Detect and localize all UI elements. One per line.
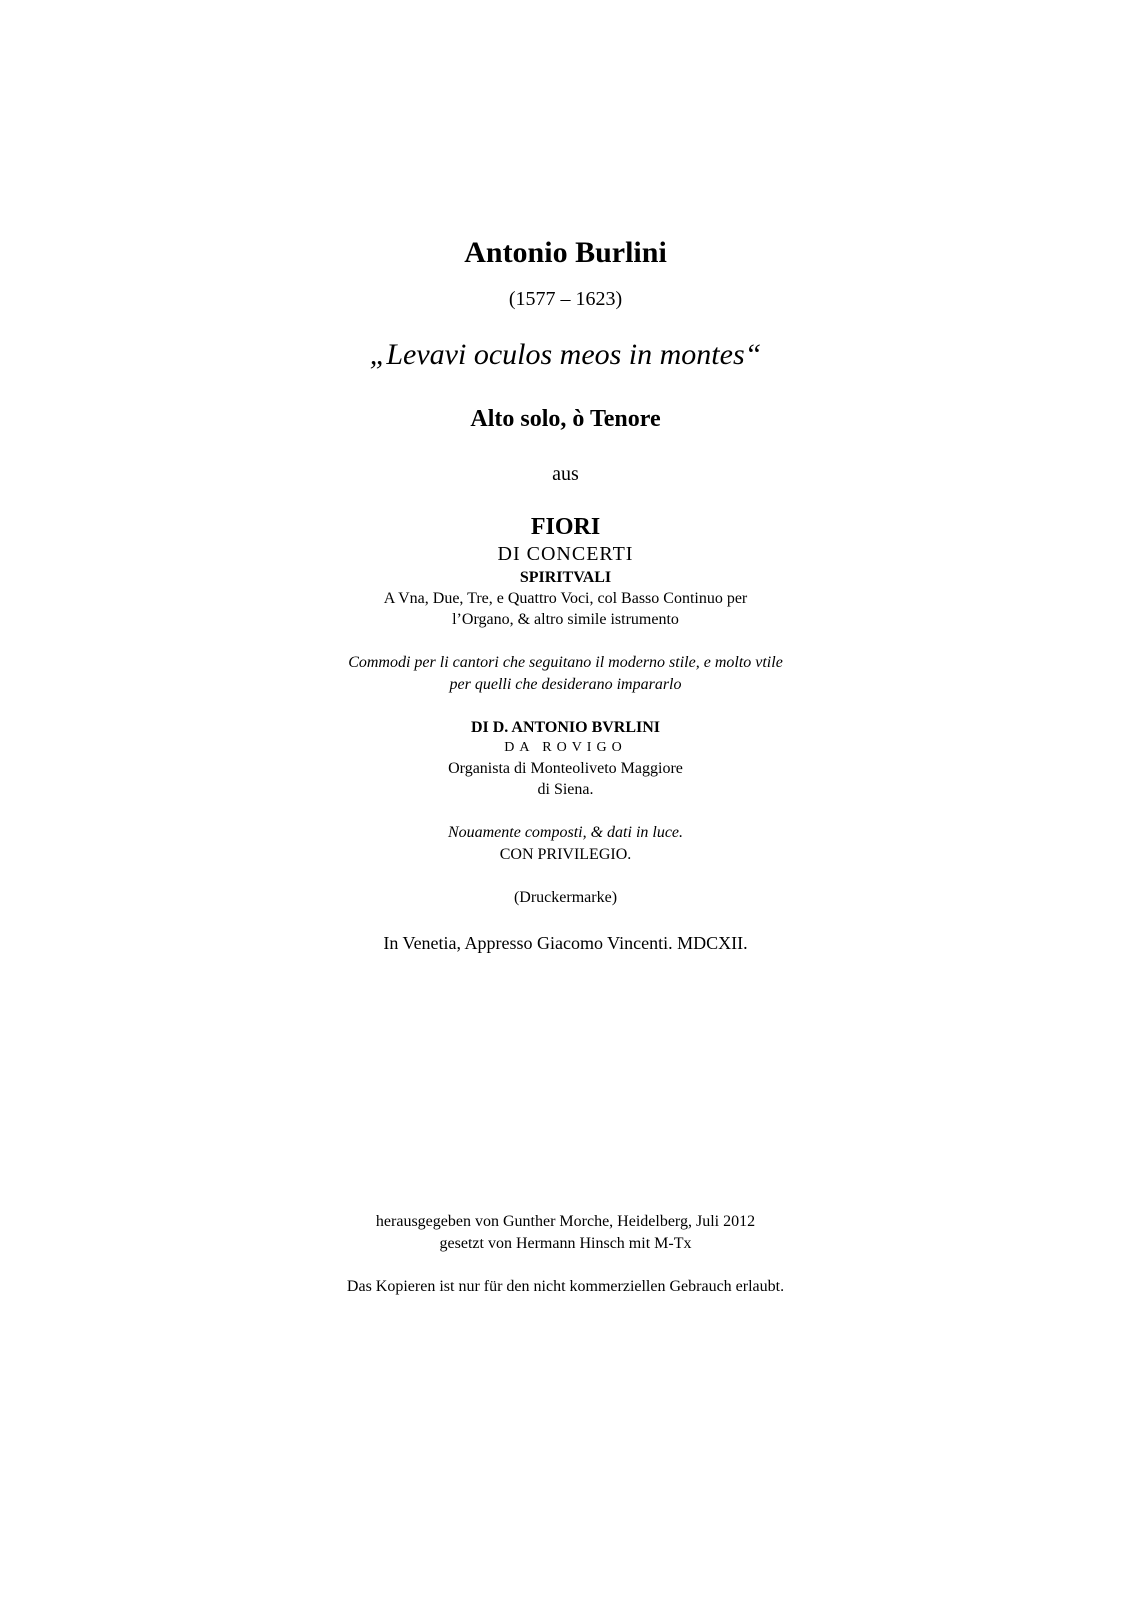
- composer-dates: (1577 – 1623): [508, 288, 623, 310]
- work-title: „Levavi oculos meos in montes“: [369, 338, 762, 371]
- printer-mark-placeholder: (Druckermarke): [513, 889, 618, 906]
- source-title-fiori: FIORI: [530, 514, 601, 540]
- position-line-2: di Siena.: [537, 781, 594, 798]
- author-line: DI D. ANTONIO BVRLINI: [470, 719, 661, 736]
- typesetter-credit: gesetzt von Hermann Hinsch mit M-Tx: [439, 1235, 692, 1252]
- dedication-line-1: Commodi per li cantori che seguitano il moderno stile, e molto vtile: [348, 654, 783, 671]
- source-title-concerti: DI CONCERTI: [497, 543, 634, 565]
- editor-credit: herausgegeben von Gunther Morche, Heidelberg, Juli 2012: [375, 1213, 756, 1230]
- privilege-line: CON PRIVILEGIO.: [499, 846, 632, 863]
- origin-line: DA ROVIGO: [504, 740, 627, 755]
- position-line-1: Organista di Monteoliveto Maggiore: [448, 760, 683, 777]
- novelty-line: Nouamente composti, & dati in luce.: [447, 824, 684, 841]
- voices-line-2: l’Organo, & altro simile istrumento: [452, 611, 679, 628]
- from-label: aus: [552, 463, 579, 485]
- copy-notice: Das Kopieren ist nur für den nicht kommerziellen Gebrauch erlaubt.: [346, 1278, 785, 1295]
- composer-name: Antonio Burlini: [464, 236, 667, 269]
- work-scoring: Alto solo, ò Tenore: [470, 406, 661, 432]
- imprint-line: In Venetia, Appresso Giacomo Vincenti. MDCXII.: [383, 933, 748, 953]
- dedication-line-2: per quelli che desiderano impararlo: [449, 676, 682, 693]
- voices-line-1: A Vna, Due, Tre, e Quattro Voci, col Basso Continuo per: [383, 590, 748, 607]
- source-title-spiritvali: SPIRITVALI: [519, 569, 612, 586]
